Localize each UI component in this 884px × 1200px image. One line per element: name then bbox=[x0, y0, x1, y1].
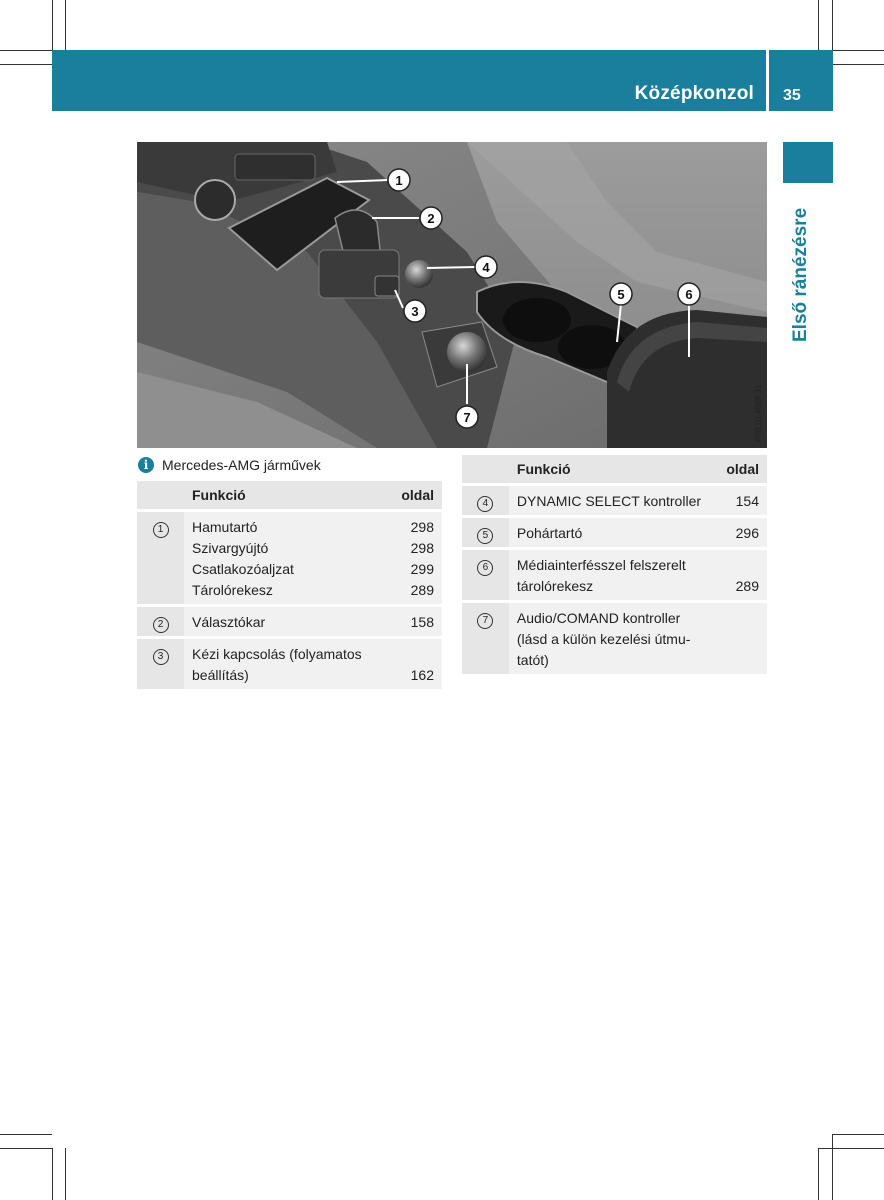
crop-mark bbox=[52, 1148, 53, 1200]
table-row bbox=[137, 511, 442, 606]
section-label: Első ránézésre bbox=[790, 207, 811, 342]
column-header-page: oldal bbox=[709, 455, 767, 485]
page-number-box bbox=[769, 50, 833, 111]
page-ref: 289 bbox=[735, 578, 759, 594]
table-header-row bbox=[462, 455, 767, 485]
info-note bbox=[138, 456, 321, 474]
row-number: 4 bbox=[477, 496, 493, 512]
header-bar bbox=[52, 50, 766, 111]
function-label: Szivargyújtó bbox=[192, 540, 269, 556]
function-label: beállítás) bbox=[192, 667, 249, 683]
function-label: Csatlakozóaljzat bbox=[192, 561, 294, 577]
function-label: tárolórekesz bbox=[516, 578, 594, 594]
page-ref: 296 bbox=[735, 525, 759, 541]
table-row bbox=[462, 602, 767, 676]
crop-mark bbox=[832, 1134, 833, 1200]
page-number: 35 bbox=[783, 87, 801, 104]
column-header-function: Funkció bbox=[509, 455, 709, 485]
row-number: 5 bbox=[477, 528, 493, 544]
page-ref: 289 bbox=[410, 582, 434, 598]
crop-mark bbox=[818, 1148, 884, 1149]
crop-mark bbox=[52, 0, 53, 50]
callout-6: 6 bbox=[685, 287, 693, 302]
callout-4: 4 bbox=[482, 260, 490, 275]
function-table-right bbox=[462, 455, 767, 677]
crop-mark bbox=[818, 1148, 819, 1200]
row-number: 2 bbox=[153, 617, 169, 633]
crop-mark bbox=[818, 0, 819, 50]
function-label: Kézi kapcsolás (folyamatos bbox=[192, 646, 362, 662]
crop-mark bbox=[832, 1134, 884, 1135]
row-number: 3 bbox=[153, 649, 169, 665]
page-ref: 298 bbox=[410, 519, 434, 535]
function-label: Médiainterfésszel felszerelt bbox=[516, 557, 686, 573]
function-label: tatót) bbox=[516, 652, 549, 668]
column-header-page: oldal bbox=[384, 481, 442, 511]
center-console-photo bbox=[137, 142, 767, 448]
info-icon: i bbox=[138, 457, 154, 473]
column-header-function: Funkció bbox=[184, 481, 384, 511]
page-ref: 299 bbox=[410, 561, 434, 577]
crop-mark bbox=[0, 50, 52, 51]
crop-mark bbox=[833, 64, 884, 65]
callout-7: 7 bbox=[463, 410, 471, 425]
row-number: 7 bbox=[477, 613, 493, 629]
section-tab bbox=[783, 142, 833, 183]
page-ref: 298 bbox=[410, 540, 434, 556]
function-label: Választókar bbox=[192, 614, 266, 630]
info-text: Mercedes-AMG járművek bbox=[162, 457, 321, 473]
crop-mark bbox=[0, 1148, 52, 1149]
crop-mark bbox=[65, 0, 66, 50]
table-row bbox=[137, 638, 442, 691]
callout-1: 1 bbox=[395, 173, 403, 188]
function-label: Pohártartó bbox=[516, 525, 583, 541]
crop-mark bbox=[833, 50, 884, 51]
crop-mark bbox=[0, 1134, 52, 1135]
callout-3: 3 bbox=[411, 304, 419, 319]
function-label: Hamutartó bbox=[192, 519, 258, 535]
image-code: P68.20-4889-31 bbox=[754, 384, 763, 442]
row-number: 6 bbox=[477, 560, 493, 576]
callout-5: 5 bbox=[617, 287, 625, 302]
crop-mark bbox=[832, 0, 833, 50]
function-label: (lásd a külön kezelési útmu- bbox=[516, 631, 691, 647]
table-header-row bbox=[137, 481, 442, 511]
page-ref: 162 bbox=[410, 667, 434, 683]
crop-mark bbox=[0, 64, 52, 65]
function-table-left bbox=[137, 481, 442, 692]
table-row bbox=[462, 549, 767, 602]
page-ref: 158 bbox=[410, 614, 434, 630]
table-row bbox=[462, 485, 767, 517]
page-title: Középkonzol bbox=[634, 83, 754, 104]
function-label: Tárolórekesz bbox=[192, 582, 273, 598]
row-number: 1 bbox=[153, 522, 169, 538]
table-row bbox=[462, 517, 767, 549]
function-label: Audio/COMAND kontroller bbox=[516, 610, 681, 626]
function-label: DYNAMIC SELECT kontroller bbox=[516, 493, 702, 509]
crop-mark bbox=[65, 1148, 66, 1200]
page-ref: 154 bbox=[735, 493, 759, 509]
callout-2: 2 bbox=[427, 211, 435, 226]
table-row bbox=[137, 606, 442, 638]
